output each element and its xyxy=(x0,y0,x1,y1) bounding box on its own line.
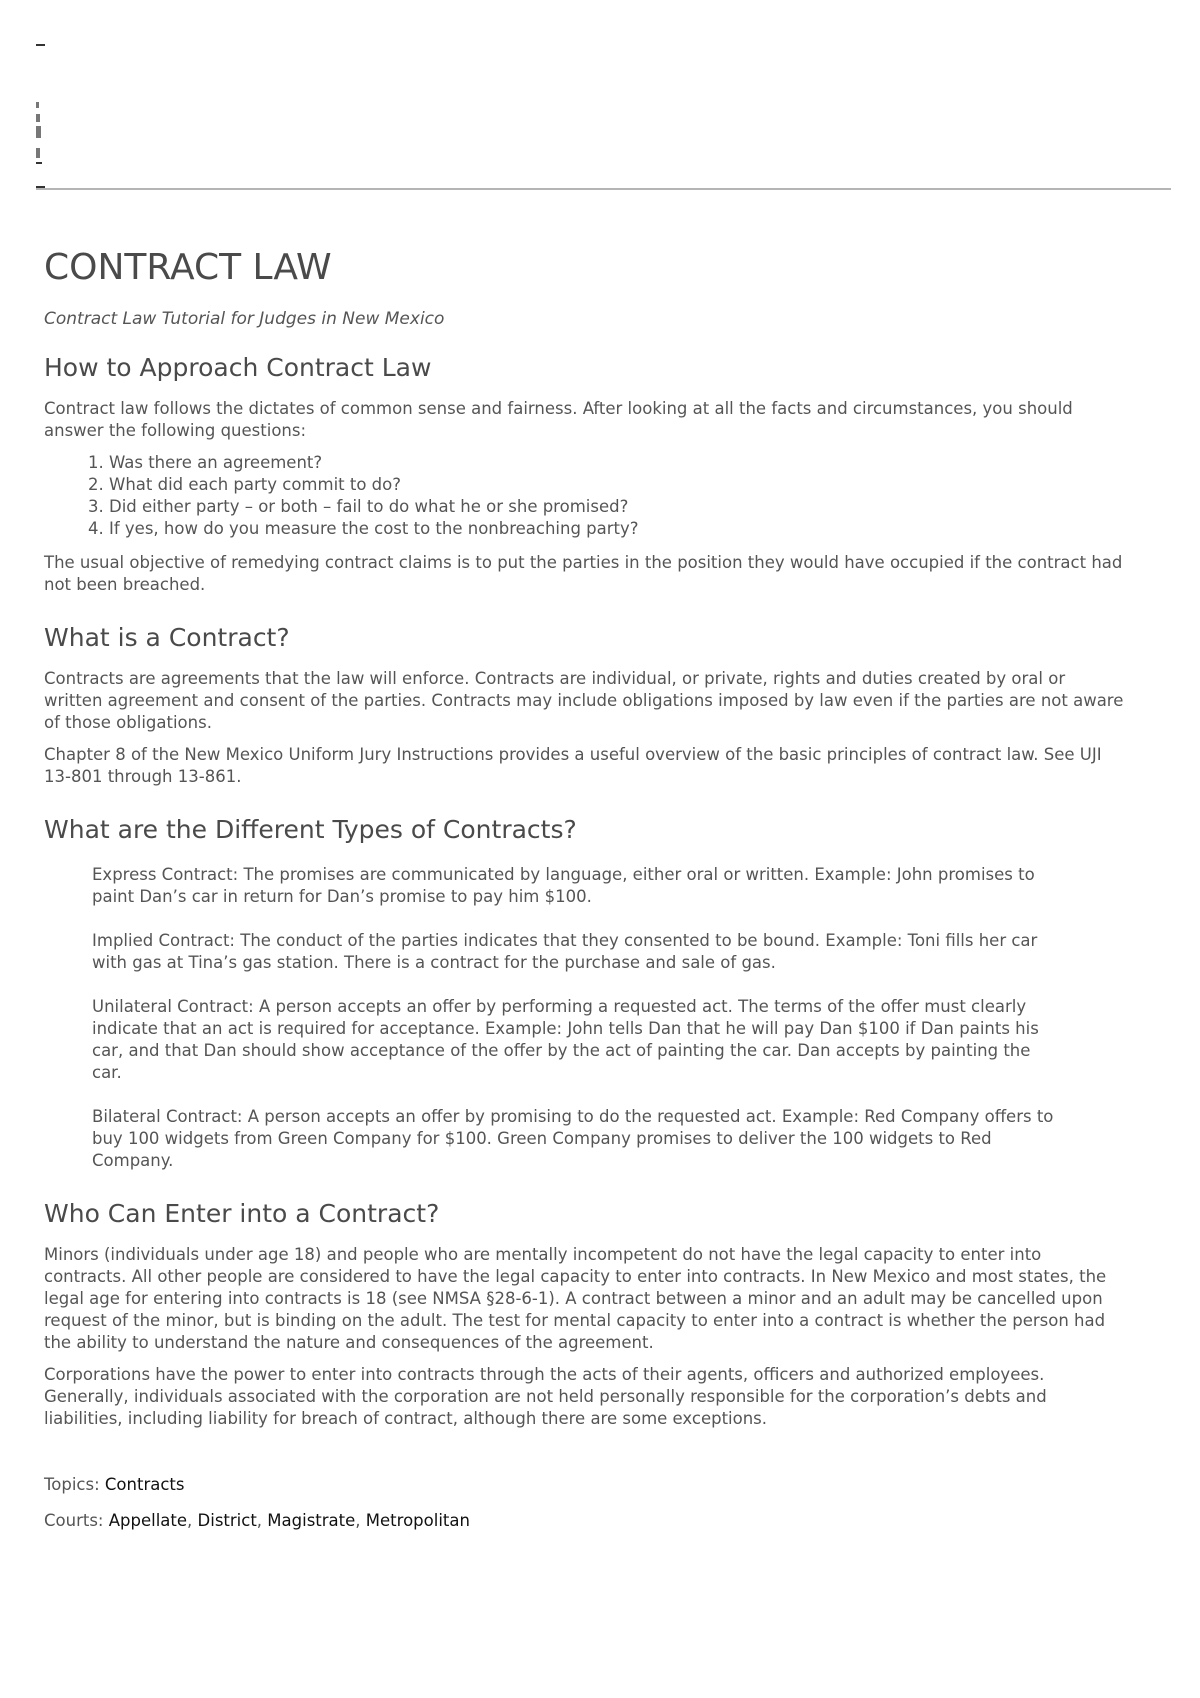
section-heading: Who Can Enter into a Contract? xyxy=(44,1199,440,1228)
topic-link-contracts[interactable]: Contracts xyxy=(104,1475,185,1494)
page-subtitle: Contract Law Tutorial for Judges in New Mexico xyxy=(44,309,445,329)
section-heading: How to Approach Contract Law xyxy=(44,353,432,382)
contract-type-item: Unilateral Contract: A person accepts an offer by performing a requested act. The terms of the offer must clearly indicate that an act is required for acceptance. Example: John tells Dan that he will pay Dan $100 if Dan paints his car, and that Dan should show acceptance of the offer by the act of painting the car. Dan accepts by painting the car. xyxy=(92,997,1039,1082)
list-item: 4. If yes, how do you measure the cost to the nonbreaching party? xyxy=(109,518,1124,540)
paragraph: Chapter 8 of the New Mexico Uniform Jury Instructions provides a useful overview of the basic principles of contract law. See UJI 13-801 through 13-861. xyxy=(44,745,1102,786)
header-divider xyxy=(36,188,1171,190)
list-item: 3. Did either party – or both – fail to do what he or she promised? xyxy=(109,496,1124,518)
court-link-district[interactable]: District xyxy=(197,1511,257,1530)
section-who-can-enter xyxy=(44,1198,1124,1430)
list-item: 1. Was there an agreement? xyxy=(109,452,1124,474)
contract-type-item: Implied Contract: The conduct of the parties indicates that they consented to be bound. Example: Toni fills her car with gas at Tina’s gas station. There is a contract for the purchase and sale of gas. xyxy=(92,931,1038,972)
court-link-appellate[interactable]: Appellate xyxy=(108,1511,188,1530)
contract-type-item: Bilateral Contract: A person accepts an offer by promising to do the requested act. Example: Red Company offers to buy 100 widgets from Green Company for $100. Green Company promises to deliver the 100 widgets to Red Company. xyxy=(92,1107,1054,1170)
courts-row: Courts: Appellate, District, Magistrate, Metropolitan xyxy=(44,1511,470,1530)
section-heading: What are the Different Types of Contracts? xyxy=(44,815,577,844)
article xyxy=(44,246,1124,1546)
court-link-metropolitan[interactable]: Metropolitan xyxy=(365,1511,470,1530)
contract-types-list xyxy=(44,864,1124,1172)
section-approach xyxy=(44,352,1124,596)
courts-label: Courts: xyxy=(44,1511,104,1530)
page-title: CONTRACT LAW xyxy=(44,247,332,288)
questions-list xyxy=(44,452,1124,540)
taxonomy-meta xyxy=(44,1474,1124,1532)
court-link-magistrate[interactable]: Magistrate xyxy=(267,1511,356,1530)
paragraph: Corporations have the power to enter into contracts through the acts of their agents, officers and authorized employees. Generally, individuals associated with the corporation are not held personally responsible for the corporation’s debts and liabilities, including liability for breach of contract, although there are some exceptions. xyxy=(44,1365,1047,1428)
paragraph: Minors (individuals under age 18) and people who are mentally incompetent do not have the legal capacity to enter into contracts. All other people are considered to have the legal capacity to enter into contracts. In New Mexico and most states, the legal age for entering into contracts is 18 (see NMSA §28-6-1). A contract between a minor and an adult may be cancelled upon request of the minor, but is binding on the adult. The test for mental capacity to enter into a contract is whether the person had the ability to understand the nature and consequences of the agreement. xyxy=(44,1245,1107,1352)
section-contract-types xyxy=(44,814,1124,1172)
section-heading: What is a Contract? xyxy=(44,623,290,652)
paragraph: Contract law follows the dictates of common sense and fairness. After looking at all the facts and circumstances, you should answer the following questions: xyxy=(44,399,1073,440)
topics-row xyxy=(44,1474,1124,1496)
paragraph: Contracts are agreements that the law will enforce. Contracts are individual, or private, rights and duties created by oral or written agreement and consent of the parties. Contracts may include obligations imposed by law even if the parties are not aware of those obligations. xyxy=(44,669,1124,732)
header-marks xyxy=(36,36,56,196)
section-what-is-contract xyxy=(44,622,1124,788)
paragraph: The usual objective of remedying contract claims is to put the parties in the position they would have occupied if the contract had not been breached. xyxy=(44,553,1123,594)
list-item: 2. What did each party commit to do? xyxy=(109,474,1124,496)
contract-type-item: Express Contract: The promises are communicated by language, either oral or written. Example: John promises to paint Dan’s car in return for Dan’s promise to pay him $100. xyxy=(92,865,1035,906)
topics-label: Topics: xyxy=(44,1475,100,1494)
